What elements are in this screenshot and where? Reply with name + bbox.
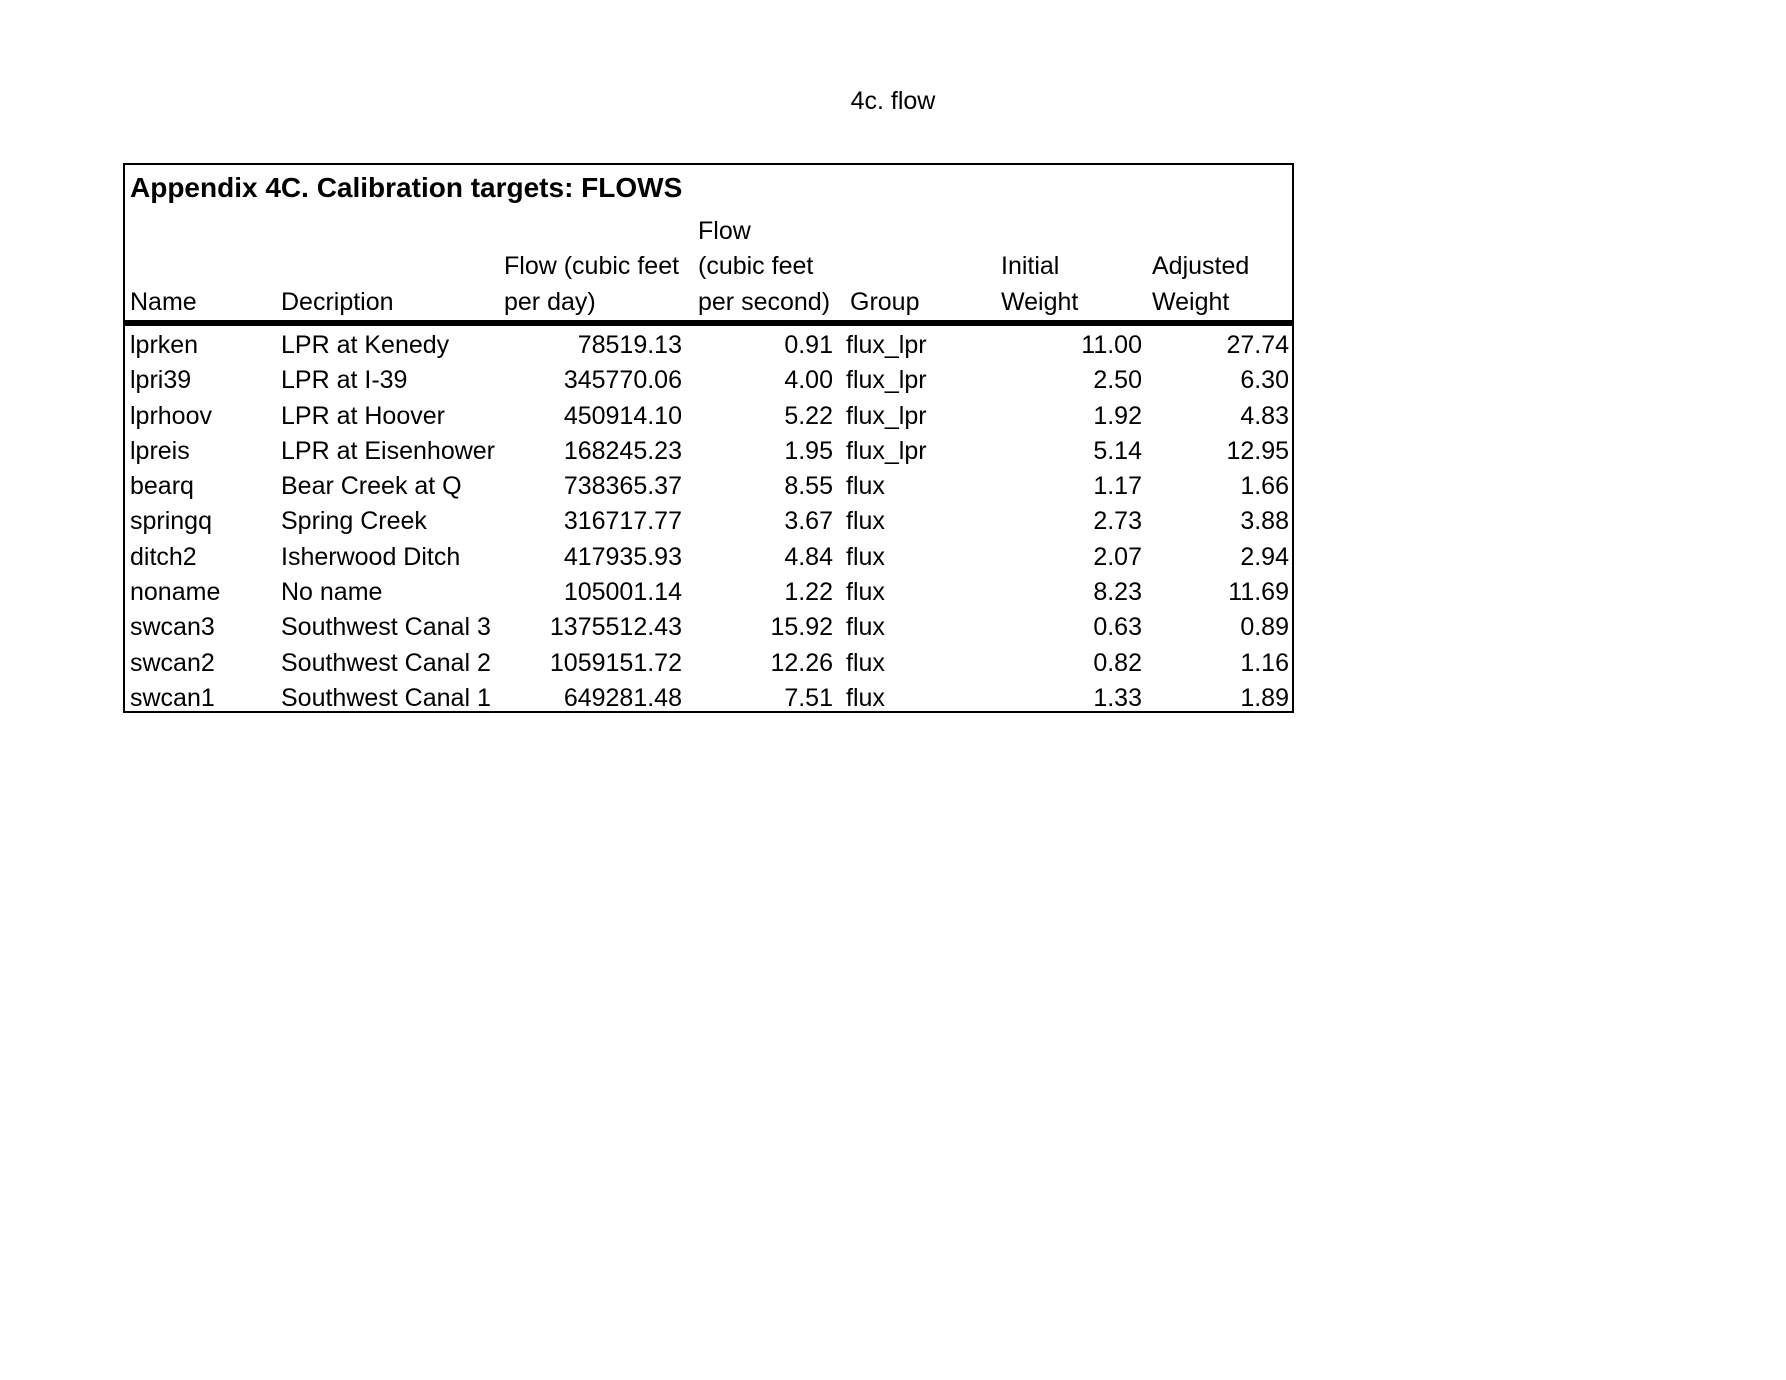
cell-group: flux_lpr (846, 401, 927, 430)
cell-initial-weight: 0.82 (1093, 648, 1142, 677)
cell-flow-per-day: 1375512.43 (549, 613, 682, 642)
table-title: Appendix 4C. Calibration targets: FLOWS (130, 172, 683, 203)
cell-adjusted-weight: 11.69 (1228, 578, 1289, 607)
cell-adjusted-weight: 27.74 (1226, 331, 1289, 359)
cell-group: flux_lpr (846, 366, 927, 395)
cell-group: flux (846, 472, 885, 501)
table-row (125, 540, 1292, 575)
column-header-flow-per-second: Flow (cubic feet per second) (698, 217, 831, 316)
table-row (125, 646, 1292, 681)
cell-group: flux_lpr (846, 436, 927, 465)
cell-initial-weight: 8.23 (1093, 578, 1142, 607)
column-header-name: Name (130, 287, 197, 316)
cell-flow-per-second: 5.22 (784, 401, 833, 430)
cell-adjusted-weight: 3.88 (1240, 507, 1289, 536)
column-header-initial-weight: Initial Weight (1001, 252, 1079, 316)
cell-flow-per-day: 649281.48 (563, 683, 682, 712)
cell-name: bearq (130, 472, 194, 501)
table-row (125, 469, 1292, 504)
cell-name: springq (130, 507, 212, 536)
cell-adjusted-weight: 1.89 (1240, 683, 1289, 712)
cell-flow-per-second: 15.92 (770, 613, 833, 642)
cell-flow-per-second: 1.22 (784, 578, 833, 607)
cell-initial-weight: 2.73 (1093, 507, 1142, 536)
column-header-group: Group (850, 287, 920, 316)
sheet-header: 4c. flow (850, 87, 936, 115)
cell-flow-per-second: 8.55 (784, 472, 833, 501)
cell-initial-weight: 2.07 (1093, 542, 1142, 571)
cell-name: swcan2 (130, 648, 215, 677)
cell-flow-per-second: 0.91 (784, 331, 833, 359)
cell-flow-per-second: 3.67 (784, 507, 833, 536)
cell-description: Southwest Canal 3 (281, 613, 491, 642)
cell-group: flux (846, 542, 885, 571)
cell-adjusted-weight: 12.95 (1226, 436, 1289, 465)
cell-flow-per-day: 78519.13 (577, 331, 682, 359)
cell-group: flux (846, 507, 885, 536)
table-row (125, 681, 1292, 716)
cell-description: LPR at Eisenhower (281, 436, 496, 465)
cell-adjusted-weight: 2.94 (1240, 542, 1289, 571)
cell-flow-per-day: 450914.10 (563, 401, 682, 430)
table-row (125, 328, 1292, 363)
cell-initial-weight: 5.14 (1093, 436, 1142, 465)
table-row (125, 434, 1292, 469)
cell-flow-per-second: 4.84 (784, 542, 833, 571)
cell-description: Spring Creek (281, 507, 427, 536)
cell-group: flux (846, 683, 885, 712)
cell-flow-per-day: 1059151.72 (549, 648, 682, 677)
cell-adjusted-weight: 6.30 (1240, 366, 1289, 395)
cell-flow-per-second: 7.51 (784, 683, 833, 712)
cell-description: Southwest Canal 2 (281, 648, 491, 677)
cell-flow-per-second: 1.95 (784, 436, 833, 465)
calibration-table (123, 163, 1294, 713)
table-row (125, 363, 1292, 398)
cell-description: LPR at I-39 (281, 366, 408, 395)
cell-flow-per-day: 738365.37 (563, 472, 682, 501)
cell-group: flux (846, 578, 885, 607)
cell-description: LPR at Hoover (281, 401, 445, 430)
cell-initial-weight: 0.63 (1093, 613, 1142, 642)
cell-flow-per-day: 316717.77 (563, 507, 682, 536)
cell-name: lprken (130, 331, 199, 359)
column-header-adjusted-weight: Adjusted Weight (1152, 252, 1250, 316)
cell-name: lprhoov (130, 401, 212, 430)
table-row (125, 399, 1292, 434)
cell-initial-weight: 1.92 (1093, 401, 1142, 430)
cell-adjusted-weight: 0.89 (1240, 613, 1289, 642)
cell-description: Isherwood Ditch (281, 542, 461, 571)
cell-description: Bear Creek at Q (281, 472, 462, 501)
cell-flow-per-day: 168245.23 (563, 436, 682, 465)
cell-adjusted-weight: 1.16 (1240, 648, 1289, 677)
cell-name: swcan3 (130, 613, 215, 642)
cell-initial-weight: 11.00 (1081, 331, 1142, 359)
cell-adjusted-weight: 1.66 (1240, 472, 1289, 501)
column-header-description: Decription (281, 287, 394, 316)
cell-group: flux_lpr (846, 331, 927, 359)
cell-description: LPR at Kenedy (281, 331, 450, 359)
cell-group: flux (846, 648, 885, 677)
table-row (125, 575, 1292, 610)
cell-initial-weight: 1.17 (1093, 472, 1142, 501)
cell-name: lpri39 (130, 366, 192, 395)
cell-initial-weight: 1.33 (1093, 683, 1142, 712)
cell-flow-per-day: 345770.06 (563, 366, 682, 395)
header-divider (125, 320, 1292, 326)
cell-group: flux (846, 613, 885, 642)
cell-flow-per-second: 12.26 (770, 648, 833, 677)
cell-name: noname (130, 578, 221, 607)
cell-description: No name (281, 578, 383, 607)
cell-initial-weight: 2.50 (1093, 366, 1142, 395)
table-row (125, 610, 1292, 645)
cell-name: swcan1 (130, 683, 215, 712)
cell-name: lpreis (130, 436, 190, 465)
cell-adjusted-weight: 4.83 (1240, 401, 1289, 430)
cell-name: ditch2 (130, 542, 197, 571)
column-header-flow-per-day: Flow (cubic feet per day) (504, 252, 680, 316)
table-body (125, 328, 1292, 716)
cell-flow-per-day: 417935.93 (563, 542, 682, 571)
header-row (125, 165, 1292, 320)
cell-flow-per-day: 105001.14 (563, 578, 682, 607)
table-row (125, 504, 1292, 539)
cell-description: Southwest Canal 1 (281, 683, 491, 712)
cell-flow-per-second: 4.00 (784, 366, 833, 395)
